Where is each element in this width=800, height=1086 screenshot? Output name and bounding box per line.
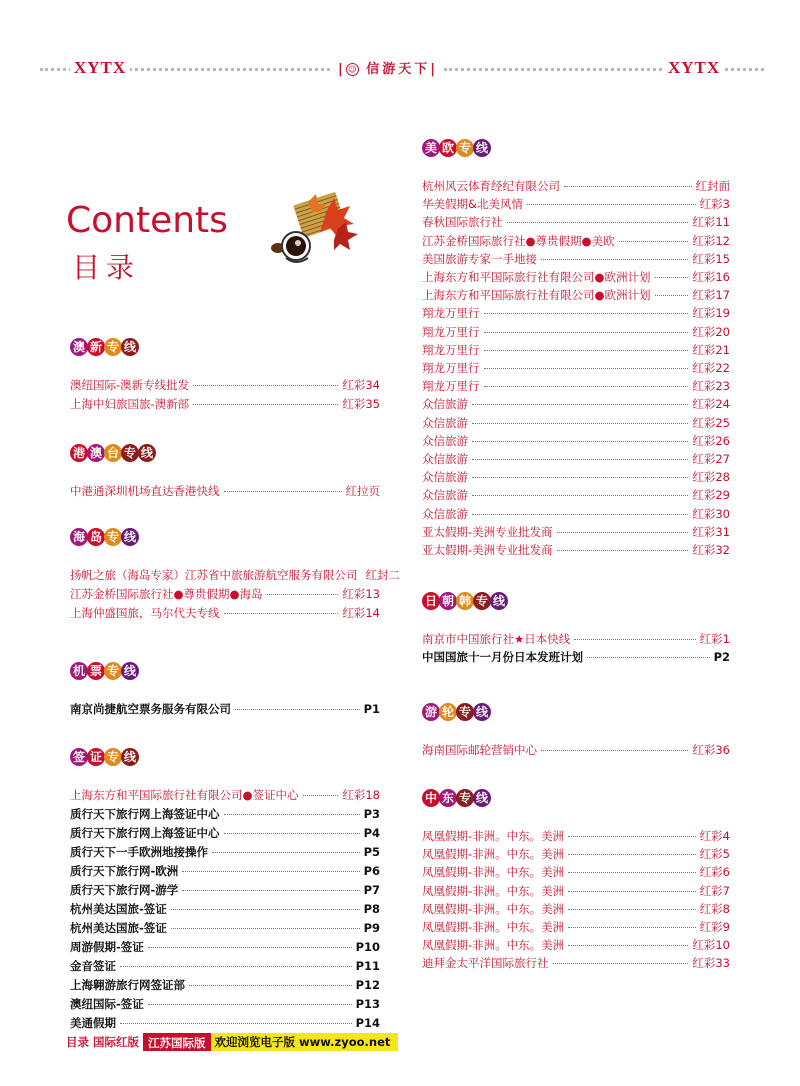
toc-entry-name: 亚太假期-美洲专业批发商 [422,524,553,539]
toc-entry[interactable] [422,900,730,918]
toc-entry[interactable] [422,954,730,972]
toc-entry-name: 江苏金桥国际旅行社●尊贵假期●海岛 [70,587,263,601]
toc-entry-page: P7 [363,883,380,897]
toc-leader-dots [472,486,688,496]
toc-entry-name: 翔龙万里行 [422,361,480,375]
toc-leader-dots [484,377,689,387]
section-header-char: 线 [490,592,508,610]
contents-title: Contents [66,200,228,241]
brand-right: XYTX [664,58,724,78]
toc-entry-name: 众信旅游 [422,433,468,448]
toc-entry-name: 众信旅游 [422,488,468,503]
toc-entry-name: 翔龙万里行 [422,324,480,339]
section-header-aoxin [70,336,138,358]
toc-entry-name: 南京尚捷航空票务服务有限公司 [70,702,231,716]
toc-entry-page: P2 [713,650,730,665]
footer-site-link[interactable]: 欢迎浏览电子版 www.zyoo.net [211,1033,399,1051]
toc-entry-page: 红彩13 [342,587,380,601]
toc-entry[interactable] [422,845,730,863]
toc-entry-name: 翔龙万里行 [422,379,480,394]
toc-entry-page: 红彩21 [692,342,730,357]
toc-leader-dots [484,323,689,333]
toc-entry-name: 扬帆之旅（海岛专家）江苏省中旅旅游航空服务有限公司 [70,568,358,582]
toc-entry-name: 澳纽国际-签证 [70,997,144,1011]
toc-entry[interactable] [422,195,730,213]
toc-entry[interactable] [422,395,730,413]
section-header-char: 海 [70,528,88,546]
toc-entry-name: 众信旅游 [422,506,468,521]
toc-entry-name: 翔龙万里行 [422,342,480,357]
toc-entry-page: 红彩1 [699,632,730,646]
toc-entry-name: 海南国际邮轮营销中心 [422,743,537,757]
toc-entry[interactable] [422,232,730,250]
toc-entry-name: 质行天下旅行网-欧洲 [70,864,179,878]
toc-entry-page: P5 [363,845,380,859]
toc-entry[interactable] [422,523,730,541]
toc-entry-name: 金音签证 [70,959,116,973]
toc-leader-dots [472,450,688,460]
toc-leader-dots [568,900,696,910]
section-header-char: 台 [104,444,122,462]
toc-entry-page: 红彩15 [692,251,730,266]
toc-entry-page: 红彩34 [342,378,380,392]
toc-entry-name: 迪拜金太平洋国际旅行社 [422,956,549,971]
toc-leader-dots [171,919,360,929]
section-header-char: 中 [422,789,440,807]
toc-leader-dots [484,359,689,369]
section-header-char: 专 [121,444,139,462]
toc-entry[interactable] [422,541,730,559]
section-header-char: 线 [138,444,156,462]
section-header-zhongdong [422,787,490,809]
toc-entry-name: 众信旅游 [422,397,468,412]
toc-leader-dots [224,482,342,492]
section-header-char: 朝 [439,592,457,610]
toc-entry-page: P14 [355,1016,380,1030]
section-header-char: 韩 [456,592,474,610]
toc-leader-dots [189,976,352,986]
toc-entry-name: 凤凰假期-非洲。中东。美洲 [422,901,565,916]
toc-entry-name: 众信旅游 [422,415,468,430]
toc-entry-name: 南京市中国旅行社★日本快线 [422,632,571,646]
toc-entry[interactable] [70,843,380,861]
section-header-jipiao [70,660,138,682]
toc-entry[interactable] [422,648,730,666]
toc-entry-name: 亚太假期-美洲专业批发商 [422,543,553,557]
toc-entry-name: 杭州风云体育经纪有限公司 [422,179,560,193]
toc-leader-dots [182,881,359,891]
toc-entry[interactable] [422,177,730,195]
section-header-char: 轮 [439,703,457,721]
section-header-char: 东 [439,789,457,807]
toc-entry-name: 上海东方和平国际旅行社有限公司●欧洲计划 [422,270,651,284]
toc-leader-dots [553,954,689,964]
toc-entry-page: 红彩26 [692,433,730,448]
toc-leader-dots [568,827,696,837]
toc-leader-dots [484,304,689,314]
toc-entry-page: 红彩17 [692,288,730,303]
toc-entry[interactable] [70,900,380,918]
toc-leader-dots [171,900,360,910]
section-header-char: 游 [422,703,440,721]
section-header-char: 专 [456,139,474,157]
toc-entry[interactable] [70,919,380,937]
toc-entry[interactable] [70,957,380,975]
toc-entry-page: P6 [363,864,380,878]
toc-entry-name: 凤凰假期-非洲。中东。美洲 [422,920,565,934]
toc-entry-name: 澳纽国际-澳新专线批发 [70,378,190,392]
toc-leader-dots [267,585,339,595]
toc-entry[interactable] [70,604,380,622]
toc-entry-page: 红彩14 [342,606,380,620]
section-header-char: 线 [121,748,139,766]
toc-entry-name: 江苏金桥国际旅行社●尊贵假期●美欧 [422,233,615,248]
section-header-char: 线 [473,139,491,157]
toc-entry[interactable] [422,918,730,936]
section-header-char: 证 [87,748,105,766]
toc-entry[interactable] [422,414,730,432]
toc-entry[interactable] [422,359,730,377]
toc-entry-page: 红彩5 [699,847,730,862]
toc-entry[interactable] [422,304,730,322]
footer-edition-badge: 江苏国际版 [143,1033,211,1051]
section-header-char: 专 [104,338,122,356]
toc-entry-name: 凤凰假期-非洲。中东。美洲 [422,883,565,898]
toc-entry-name: 华美假期&北美风情 [422,197,523,212]
toc-leader-dots [472,395,688,405]
toc-entry-page: P3 [363,807,380,821]
toc-entry-page: 红彩18 [342,788,380,802]
toc-leader-dots [182,862,359,872]
footer-bar [66,1033,398,1051]
toc-entry-page: P8 [363,902,380,916]
toc-entry-name: 上海翱游旅行网签证部 [70,978,185,992]
section-header-char: 专 [456,789,474,807]
section-header-char: 线 [121,528,139,546]
section-header-char: 专 [456,703,474,721]
toc-entry[interactable] [422,863,730,881]
toc-entry[interactable] [422,213,730,231]
toc-leader-dots [568,845,696,855]
toc-entry[interactable] [70,395,380,413]
section-header-char: 机 [70,662,88,680]
toc-entry[interactable] [422,286,730,304]
toc-leader-dots [224,604,339,614]
toc-entry-name: 质行天下旅行网-游学 [70,883,179,897]
toc-entry-name: 质行天下旅行网上海签证中心 [70,807,220,821]
toc-entry-page: 红彩6 [699,865,730,880]
toc-entry[interactable] [422,505,730,523]
toc-entry-name: 春秋国际旅行社 [422,215,503,230]
toc-entry-name: 凤凰假期-非洲。中东。美洲 [422,829,565,843]
section-header-char: 专 [473,592,491,610]
footer-label: 目录 国际红版 [66,1035,140,1049]
section-header-char: 美 [422,139,440,157]
toc-entry-page: P13 [355,997,380,1011]
section-header-char: 澳 [87,444,105,462]
brand-left: XYTX [70,58,130,78]
toc-leader-dots [212,843,360,853]
toc-entry-page: 红彩31 [692,524,730,539]
toc-entry-name: 杭州美达国旅-签证 [70,902,167,916]
toc-leader-dots [224,805,360,815]
toc-entry-page: 红彩25 [692,415,730,430]
toc-leader-dots [193,376,338,386]
toc-entry[interactable] [422,377,730,395]
section-header-char: 票 [87,662,105,680]
toc-leader-dots [193,395,338,405]
toc-entry-page: 红彩22 [692,361,730,375]
section-header-char: 专 [104,528,122,546]
toc-entry[interactable] [422,486,730,504]
toc-entry-name: 杭州美达国旅-签证 [70,921,167,935]
toc-entry-name: 凤凰假期-非洲。中东。美洲 [422,938,565,953]
toc-entry-name: 中港通深圳机场直达香港快线 [70,484,220,498]
toc-leader-dots [619,232,689,242]
toc-entry-name: 翔龙万里行 [422,306,480,321]
toc-leader-dots [120,957,352,967]
toc-entry-name: 上海东方和平国际旅行社有限公司●欧洲计划 [422,288,651,303]
section-header-char: 线 [473,703,491,721]
toc-leader-dots [303,786,339,796]
toc-entry-page: 红彩20 [692,324,730,339]
toc-leader-dots [224,824,360,834]
section-header-richaohan [422,590,507,612]
toc-leader-dots [655,268,689,278]
toc-entry-page: P11 [355,959,380,973]
section-header-gangaotai [70,442,155,464]
smile-icon: ☺ [346,63,359,76]
toc-leader-dots [568,918,696,928]
section-header-char: 线 [473,789,491,807]
toc-leader-dots [472,432,688,442]
toc-leader-dots [527,195,696,205]
toc-entry[interactable] [422,468,730,486]
toc-entry[interactable] [422,630,730,648]
toc-entry-page: 红彩23 [692,379,730,394]
toc-entry-name: 上海东方和平国际旅行社有限公司●签证中心 [70,788,299,802]
toc-entry[interactable] [70,862,380,880]
toc-entry-name: 周游假期-签证 [70,940,144,954]
toc-entry[interactable] [70,700,380,718]
toc-entry-name: 美国旅游专家一手地接 [422,251,537,266]
section-header-char: 专 [104,662,122,680]
toc-entry-page: 红彩16 [692,270,730,284]
toc-entry-name: 质行天下一手欧洲地接操作 [70,845,208,859]
section-header-char: 岛 [87,528,105,546]
toc-entry-page: 红彩32 [692,543,730,557]
toc-entry-page: 红彩35 [342,397,380,411]
toc-entry-name: 上海中妇旅国旅-澳新部 [70,397,190,411]
toc-entry-page: P12 [355,978,380,992]
toc-entry[interactable] [70,786,380,804]
toc-leader-dots [568,882,696,892]
toc-entry-page: 红彩29 [692,488,730,503]
toc-leader-dots [587,648,710,658]
toc-leader-dots [574,630,695,640]
toc-entry-page: 红彩7 [699,883,730,898]
toc-entry-page: 红彩27 [692,452,730,466]
section-header-char: 澳 [70,338,88,356]
toc-leader-dots [148,995,352,1005]
toc-leader-dots [120,1014,352,1024]
toc-entry-page: P4 [363,826,380,840]
toc-entry-name: 众信旅游 [422,470,468,485]
toc-entry[interactable] [70,976,380,994]
section-header-char: 新 [87,338,105,356]
section-header-meiou [422,137,490,159]
toc-leader-dots [541,250,688,260]
section-header-char: 签 [70,748,88,766]
toc-entry[interactable] [70,995,380,1013]
toc-entry[interactable] [70,482,380,500]
toc-entry-page: 红彩11 [692,215,730,230]
toc-entry-page: 红拉页 [345,484,380,498]
toc-entry[interactable] [70,824,380,842]
toc-entry-name: 美通假期 [70,1016,116,1030]
toc-entry[interactable] [422,341,730,359]
section-header-char: 港 [70,444,88,462]
section-header-haidao [70,526,138,548]
toc-entry-page: 红彩19 [692,306,730,321]
toc-entry[interactable] [422,882,730,900]
section-header-youlun [422,701,490,723]
section-header-char: 专 [104,748,122,766]
toc-entry[interactable] [422,936,730,954]
toc-entry-name: 上海仲盛国旅，马尔代夫专线 [70,606,220,620]
toc-leader-dots [557,523,689,533]
toc-entry[interactable] [422,323,730,341]
toc-entry[interactable] [422,450,730,468]
section-header-char: 线 [121,662,139,680]
toc-entry[interactable] [70,938,380,956]
section-header-char: 日 [422,592,440,610]
toc-entry-name: 中国国旅十一月份日本发班计划 [422,650,583,665]
toc-entry-page: 红彩12 [692,233,730,248]
toc-entry[interactable] [422,741,730,759]
toc-leader-dots [484,341,689,351]
toc-entry-page: 红彩4 [699,829,730,843]
toc-entry[interactable] [422,268,730,286]
coffee-leaves-illustration [268,188,360,268]
section-header-qianzheng [70,746,138,768]
section-header-char: 线 [121,338,139,356]
toc-leader-dots [557,541,689,551]
toc-entry[interactable] [70,376,380,394]
toc-leader-dots [507,213,689,223]
toc-leader-dots [472,414,688,424]
toc-entry-page: 红彩33 [692,956,730,971]
toc-leader-dots [655,286,689,296]
toc-leader-dots [568,936,688,946]
toc-entry[interactable] [70,805,380,823]
toc-entry-page: 红彩9 [699,920,730,934]
toc-leader-dots [541,741,688,751]
toc-entry-name: 凤凰假期-非洲。中东。美洲 [422,847,565,862]
toc-entry[interactable] [422,432,730,450]
toc-entry[interactable] [70,881,380,899]
toc-entry-page: P1 [363,702,380,716]
toc-entry-name: 众信旅游 [422,452,468,466]
toc-entry-name: 凤凰假期-非洲。中东。美洲 [422,865,565,880]
contents-title-zh: 目录 [72,251,141,284]
toc-entry-page: 红彩10 [692,938,730,953]
toc-leader-dots [472,468,688,478]
toc-leader-dots [148,938,352,948]
header-slogan: | ☺ 信游天下| [336,58,440,77]
toc-entry-page: 红彩3 [699,197,730,212]
toc-leader-dots [568,863,696,873]
toc-leader-dots [235,700,360,710]
toc-entry-page: P10 [355,940,380,954]
toc-entry-page: 红封面 [695,179,730,193]
toc-entry[interactable] [70,566,400,584]
toc-entry-page: P9 [363,921,380,935]
toc-leader-dots [472,505,688,515]
toc-entry-name: 质行天下旅行网上海签证中心 [70,826,220,840]
toc-entry-page: 红彩28 [692,470,730,485]
toc-entry[interactable] [422,827,730,845]
toc-entry-page: 红彩30 [692,506,730,521]
toc-entry-page: 红彩8 [699,901,730,916]
toc-entry[interactable] [70,1014,380,1032]
section-header-char: 欧 [439,139,457,157]
toc-entry-page: 红彩36 [692,743,730,757]
toc-entry-page: 红封二 [365,568,400,582]
toc-entry-page: 红彩24 [692,397,730,412]
toc-entry[interactable] [70,585,380,603]
toc-leader-dots [564,177,692,187]
toc-entry[interactable] [422,250,730,268]
slogan-text: 信游天下 [366,62,431,77]
